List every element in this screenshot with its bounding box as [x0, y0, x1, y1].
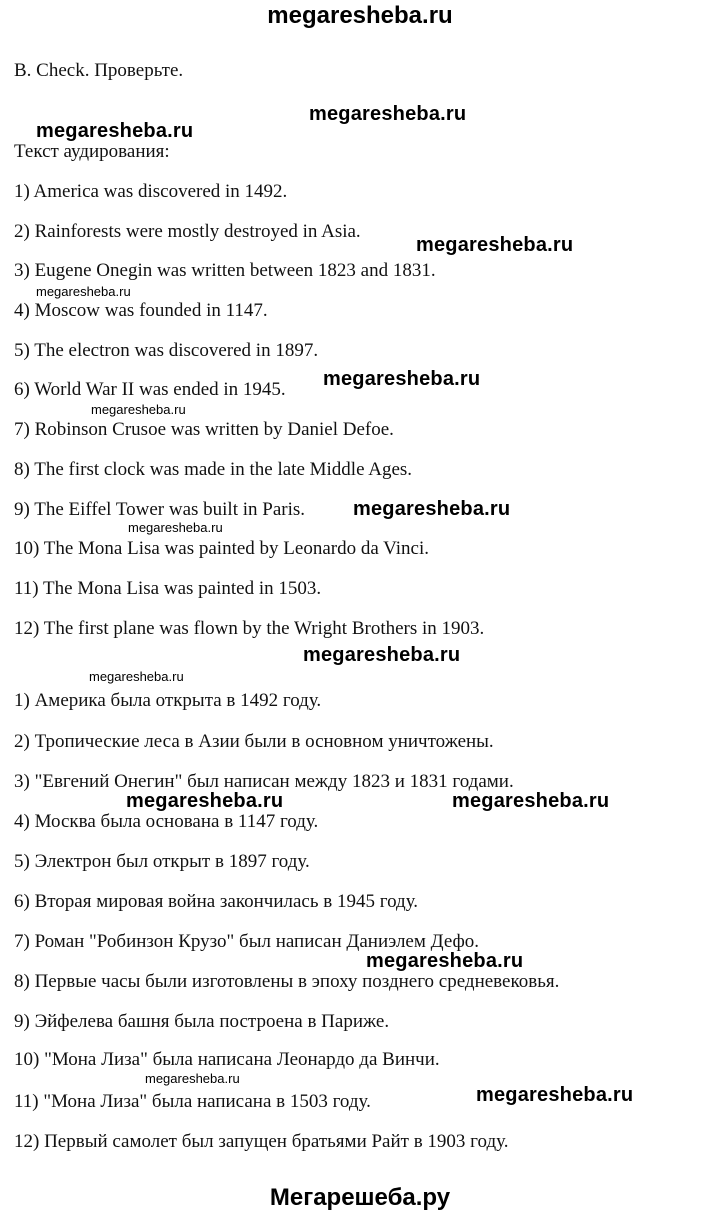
english-line: 5) The electron was discovered in 1897. — [14, 340, 319, 361]
watermark-small: megaresheba.ru — [145, 1071, 240, 1086]
english-line: 11) The Mona Lisa was painted in 1503. — [14, 578, 322, 599]
english-line: 10) The Mona Lisa was painted by Leonardo da Vinci. — [14, 538, 429, 559]
russian-line: 1) Америка была открыта в 1492 году. — [14, 690, 322, 711]
watermark-small: megaresheba.ru — [91, 402, 186, 417]
watermark-bold: megaresheba.ru — [476, 1084, 634, 1106]
english-line: 12) The first plane was flown by the Wright Brothers in 1903. — [14, 618, 485, 639]
russian-line: 8) Первые часы были изготовлены в эпоху позднего средневековья. — [14, 971, 560, 992]
english-line: 4) Moscow was founded in 1147. — [14, 300, 268, 321]
russian-line: 12) Первый самолет был запущен братьями Райт в 1903 году. — [14, 1131, 509, 1152]
watermark-bold: megaresheba.ru — [353, 498, 511, 520]
footer-watermark[interactable]: Мегарешеба.ру — [269, 1184, 451, 1211]
russian-line: 9) Эйфелева башня была построена в Париже. — [14, 1011, 390, 1032]
section-title: B. Check. Проверьте. — [14, 60, 184, 81]
watermark-bold: megaresheba.ru — [303, 644, 461, 666]
watermark-bold: megaresheba.ru — [309, 103, 467, 125]
subtitle: Текст аудирования: — [14, 141, 170, 162]
russian-line: 2) Тропические леса в Азии были в основном уничтожены. — [14, 731, 494, 752]
watermark-small: megaresheba.ru — [36, 284, 131, 299]
english-line: 2) Rainforests were mostly destroyed in Asia. — [14, 221, 361, 242]
russian-line: 7) Роман "Робинзон Крузо" был написан Даниэлем Дефо. — [14, 931, 480, 952]
english-line: 9) The Eiffel Tower was built in Paris. — [14, 499, 306, 520]
russian-line: 11) "Мона Лиза" была написана в 1503 году. — [14, 1091, 371, 1112]
english-line: 1) America was discovered in 1492. — [14, 181, 288, 202]
english-line: 8) The first clock was made in the late Middle Ages. — [14, 459, 413, 480]
russian-line: 4) Москва была основана в 1147 году. — [14, 811, 319, 832]
watermark-bold: megaresheba.ru — [366, 950, 524, 972]
watermark-bold: megaresheba.ru — [126, 790, 284, 812]
russian-line: 5) Электрон был открыт в 1897 году. — [14, 851, 310, 872]
header-watermark[interactable]: megaresheba.ru — [267, 2, 453, 29]
russian-line: 6) Вторая мировая война закончилась в 1945 году. — [14, 891, 419, 912]
english-line: 3) Eugene Onegin was written between 1823 and 1831. — [14, 260, 436, 281]
english-line: 7) Robinson Crusoe was written by Daniel Defoe. — [14, 419, 394, 440]
watermark-bold: megaresheba.ru — [452, 790, 610, 812]
russian-line: 10) "Мона Лиза" была написана Леонардо да Винчи. — [14, 1049, 440, 1070]
watermark-small: megaresheba.ru — [89, 669, 184, 684]
russian-line: 3) "Евгений Онегин" был написан между 1823 и 1831 годами. — [14, 771, 514, 792]
watermark-bold: megaresheba.ru — [416, 234, 574, 256]
watermark-bold: megaresheba.ru — [323, 368, 481, 390]
watermark-bold: megaresheba.ru — [36, 120, 194, 142]
english-line: 6) World War II was ended in 1945. — [14, 379, 286, 400]
watermark-small: megaresheba.ru — [128, 520, 223, 535]
